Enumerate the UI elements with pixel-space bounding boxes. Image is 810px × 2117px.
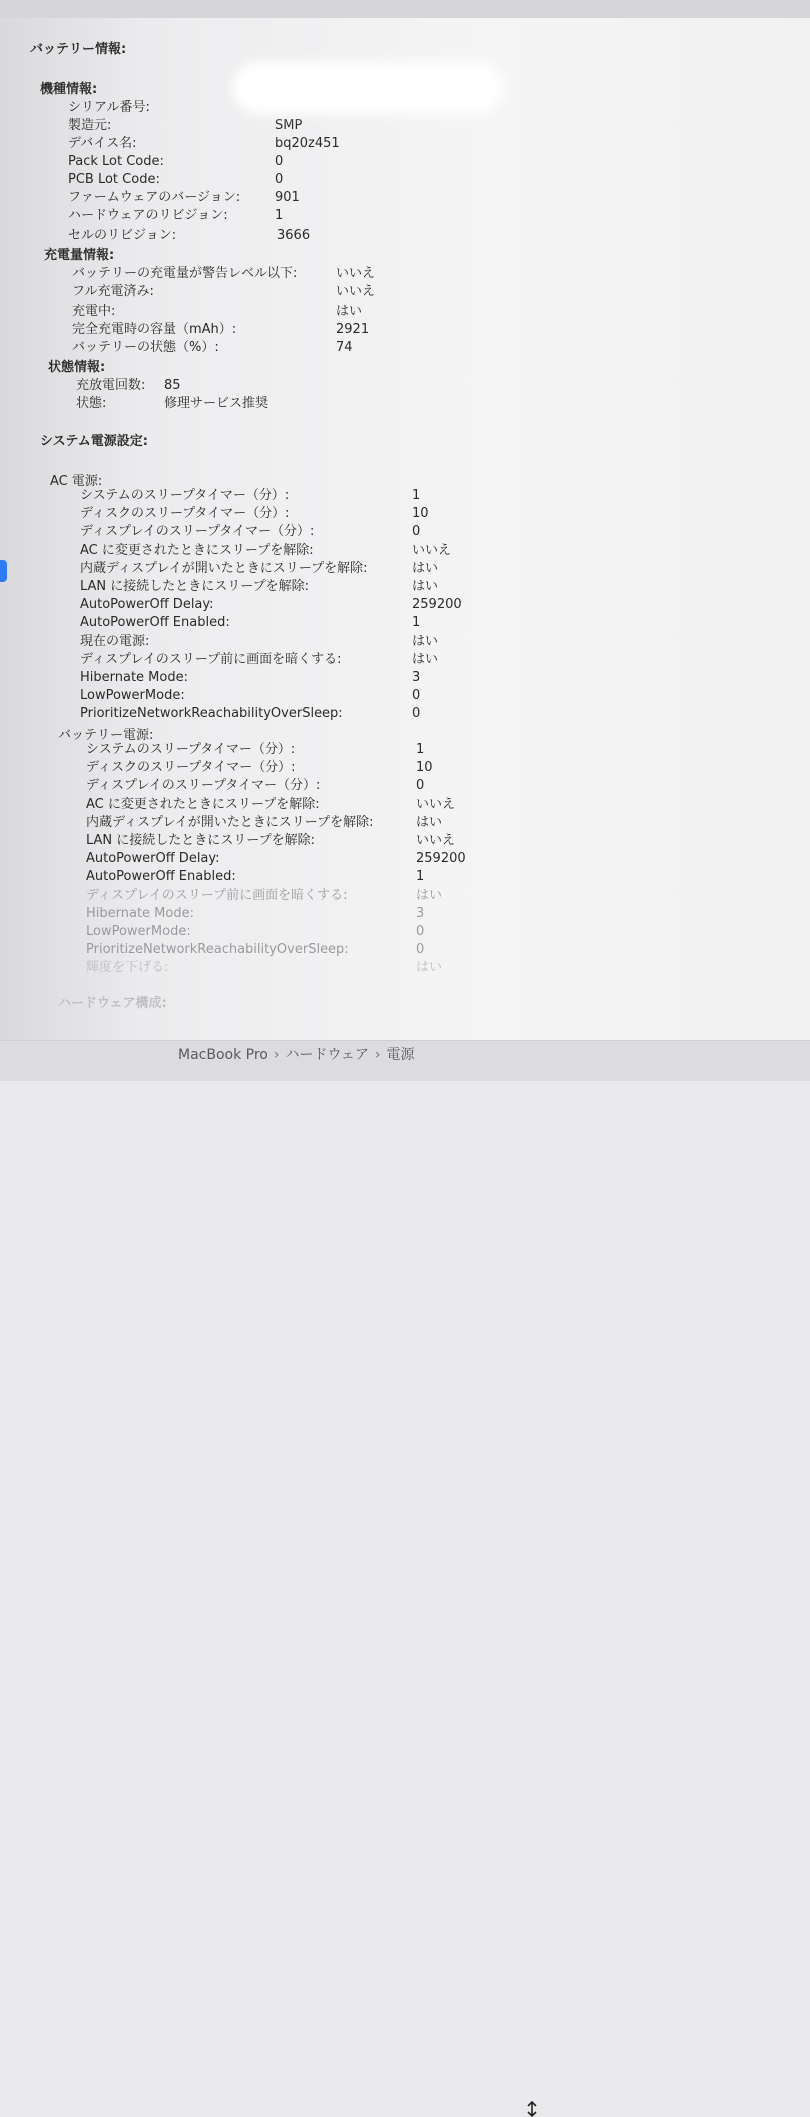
cycle-count-value: 85 [164, 378, 181, 393]
ac-power-heading: AC 電源: [50, 474, 103, 489]
setting-label: PrioritizeNetworkReachabilityOverSleep: [80, 706, 343, 722]
setting-label: Hibernate Mode: [80, 670, 188, 685]
setting-label: AutoPowerOff Enabled: [86, 869, 236, 885]
setting-row [0, 504, 810, 523]
setting-value: はい [412, 560, 439, 576]
setting-label: ディスクのスリープタイマー（分）: [80, 506, 290, 522]
setting-row [0, 522, 810, 541]
setting-value: はい [412, 579, 439, 594]
setting-value: 259200 [416, 851, 466, 867]
setting-value: はい [412, 633, 439, 649]
power-detail-pane [0, 0, 810, 1040]
path-separator-icon: › [374, 1047, 381, 1063]
charging-label: 充電中: [72, 304, 116, 319]
setting-row [0, 613, 810, 632]
power-settings-heading: システム電源設定: [40, 434, 148, 449]
setting-value: 1 [416, 869, 425, 885]
setting-value: 0 [416, 778, 425, 794]
setting-row [0, 904, 810, 923]
firmware-version-label: ファームウェアのバージョン: [68, 190, 241, 205]
setting-value: 0 [412, 706, 421, 722]
path-bar [0, 1040, 810, 1081]
setting-value: はい [412, 651, 439, 667]
setting-row [0, 595, 810, 614]
charge-info-heading: 充電量情報: [44, 248, 115, 263]
setting-row [0, 849, 810, 868]
battery-info-heading: バッテリー情報: [30, 42, 127, 57]
setting-value: はい [416, 887, 443, 903]
setting-row [0, 559, 810, 578]
setting-row [0, 632, 810, 651]
setting-value: いいえ [412, 542, 452, 558]
setting-label: AutoPowerOff Delay: [86, 851, 220, 867]
setting-label: AutoPowerOff Enabled: [80, 615, 230, 631]
setting-label: ディスクのスリープタイマー（分）: [86, 760, 296, 776]
setting-value: はい [416, 814, 443, 830]
setting-label: Hibernate Mode: [86, 905, 194, 921]
setting-label: 内蔵ディスプレイが開いたときにスリープを解除: [86, 814, 374, 830]
setting-label: ディスプレイのスリープタイマー（分）: [86, 778, 321, 794]
manufacturer-value: SMP [275, 118, 303, 133]
setting-label: システムのスリープタイマー（分）: [80, 488, 290, 503]
setting-row [0, 813, 810, 832]
setting-label: LAN に接続したときにスリープを解除: [80, 579, 310, 594]
setting-row [0, 922, 810, 941]
setting-label: ディスプレイのスリープ前に画面を暗くする: [86, 887, 348, 903]
setting-row [0, 668, 810, 687]
pcb-lot-code-value: 0 [275, 172, 284, 187]
full-charge-capacity-label: 完全充電時の容量（mAh）: [72, 322, 237, 337]
battery-condition-label: バッテリーの状態（%）: [72, 340, 219, 355]
setting-row [0, 831, 810, 850]
setting-label: ディスプレイのスリープタイマー（分）: [80, 524, 315, 540]
setting-value: いいえ [416, 796, 456, 812]
setting-value: 3 [412, 670, 421, 685]
setting-label: LowPowerMode: [80, 688, 185, 704]
setting-row [0, 577, 810, 596]
setting-value: 10 [412, 506, 429, 522]
setting-value: 0 [412, 688, 421, 704]
device-name-label: デバイス名: [68, 136, 137, 151]
model-info-heading: 機種情報: [40, 82, 98, 97]
pack-lot-code-label: Pack Lot Code: [68, 154, 164, 169]
setting-label: AC に変更されたときにスリープを解除: [80, 542, 314, 558]
setting-label: 現在の電源: [80, 633, 150, 649]
setting-label: LowPowerMode: [86, 924, 191, 939]
firmware-version-value: 901 [275, 190, 300, 205]
setting-value: 0 [412, 524, 421, 540]
hardware-revision-label: ハードウェアのリビジョン: [68, 208, 228, 223]
manufacturer-label: 製造元: [68, 118, 112, 133]
setting-row [0, 541, 810, 560]
charging-value: はい [336, 304, 363, 319]
hardware-config-heading: ハードウェア構成: [58, 996, 167, 1011]
setting-value: 0 [416, 924, 425, 939]
setting-value: はい [416, 960, 443, 976]
path-crumb-macbook-pro[interactable]: MacBook Pro [178, 1047, 268, 1063]
pcb-lot-code-label: PCB Lot Code: [68, 172, 160, 187]
path-crumb-power[interactable]: 電源 [386, 1047, 415, 1063]
cycle-count-label: 充放電回数: [76, 378, 146, 393]
setting-label: 輝度を下げる: [86, 960, 169, 976]
setting-row [0, 795, 810, 814]
setting-row [0, 740, 810, 759]
full-charge-capacity-value: 2921 [336, 322, 370, 337]
condition-label: 状態: [76, 396, 107, 411]
low-charge-warning-label: バッテリーの充電量が警告レベル以下: [72, 266, 298, 281]
serial-number-label: シリアル番号: [68, 100, 150, 115]
fully-charged-label: フル充電済み: [72, 284, 154, 299]
path-crumb-hardware[interactable]: ハードウェア [285, 1047, 369, 1063]
setting-label: PrioritizeNetworkReachabilityOverSleep: [86, 942, 349, 958]
hardware-revision-value: 1 [275, 208, 284, 223]
setting-row [0, 958, 810, 977]
cell-revision-value: 3666 [277, 228, 311, 243]
setting-row [0, 940, 810, 959]
fully-charged-value: いいえ [336, 284, 376, 299]
setting-value: 10 [416, 760, 433, 776]
setting-row [0, 686, 810, 705]
health-info-heading: 状態情報: [48, 360, 106, 375]
setting-row [0, 650, 810, 669]
setting-label: AC に変更されたときにスリープを解除: [86, 796, 320, 812]
cell-revision-label: セルのリビジョン: [68, 228, 177, 243]
setting-label: 内蔵ディスプレイが開いたときにスリープを解除: [80, 560, 368, 576]
setting-label: ディスプレイのスリープ前に画面を暗くする: [80, 651, 342, 667]
setting-label: AutoPowerOff Delay: [80, 597, 214, 613]
setting-row [0, 758, 810, 777]
setting-row [0, 867, 810, 886]
setting-value: 3 [416, 905, 425, 921]
setting-label: システムのスリープタイマー（分）: [86, 742, 296, 757]
setting-value: 259200 [412, 597, 462, 613]
setting-row [0, 886, 810, 905]
pack-lot-code-value: 0 [275, 154, 284, 169]
setting-row [0, 704, 810, 723]
resize-handle-icon[interactable] [524, 2101, 540, 2117]
battery-power-heading: バッテリー電源: [58, 728, 154, 743]
setting-row [0, 486, 810, 505]
device-name-value: bq20z451 [275, 136, 340, 151]
setting-value: 1 [416, 742, 425, 757]
setting-value: いいえ [416, 833, 456, 848]
battery-condition-value: 74 [336, 340, 353, 355]
condition-value: 修理サービス推奨 [164, 396, 269, 411]
path-separator-icon: › [273, 1047, 280, 1063]
setting-value: 0 [416, 942, 425, 958]
low-charge-warning-value: いいえ [336, 266, 376, 281]
setting-value: 1 [412, 488, 421, 503]
setting-value: 1 [412, 615, 421, 631]
redacted-serial-blur [232, 62, 504, 114]
setting-row [0, 776, 810, 795]
setting-label: LAN に接続したときにスリープを解除: [86, 833, 316, 848]
